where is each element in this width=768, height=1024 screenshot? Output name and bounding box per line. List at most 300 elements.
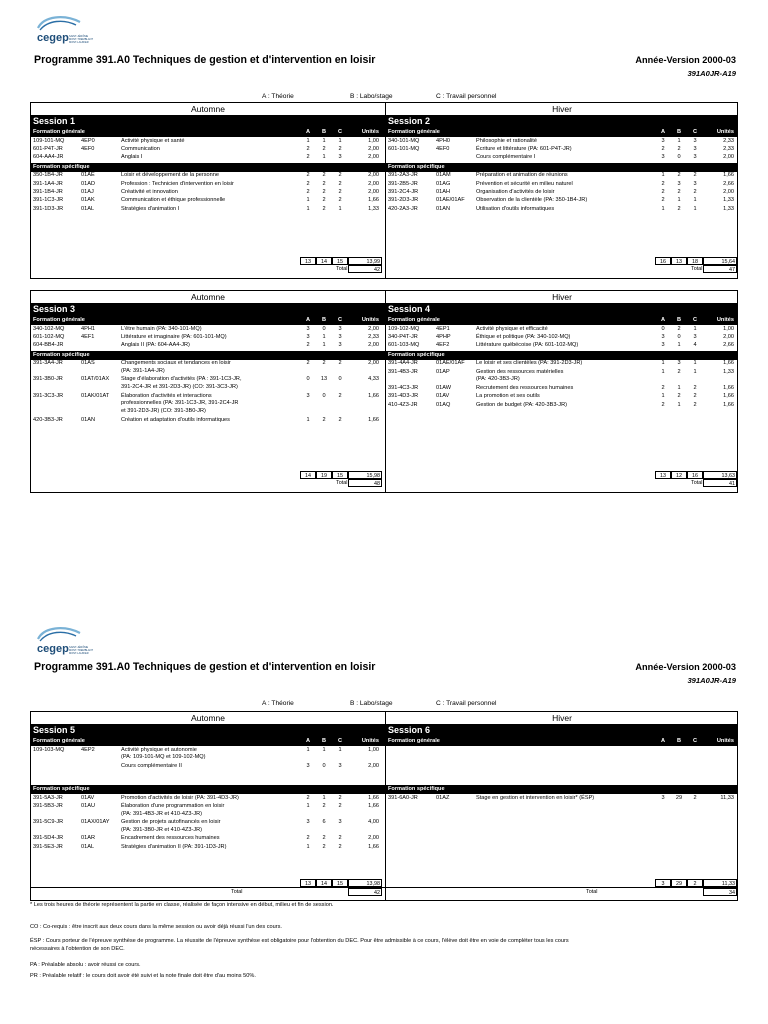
hours-b: 2 — [677, 368, 681, 375]
col-c-header: C — [337, 738, 343, 744]
hours-a: 1 — [306, 416, 310, 423]
course-title: Créativité et innovation — [121, 189, 178, 195]
table-row — [386, 342, 738, 350]
session-title: Session 6 — [386, 724, 738, 737]
competency-code: 4PH0 — [436, 137, 450, 144]
hours-a: 2 — [661, 189, 665, 195]
col-c-header: C — [692, 738, 698, 744]
course-code: 391-4C3-JR — [388, 384, 419, 391]
section-bar — [386, 163, 738, 172]
hours-a: 1 — [661, 368, 665, 375]
unites: 2,66 — [723, 180, 734, 187]
competency-code: 4PH1 — [81, 325, 95, 332]
unites: 1,00 — [368, 137, 379, 144]
course-code: 391-4D3-JR — [388, 393, 419, 400]
course-code: 391-1A4-JR — [33, 180, 63, 187]
total-unites: 13,63 — [703, 471, 737, 479]
hours-c: 2 — [693, 172, 697, 179]
svg-text:MONT-TREMBLANT: MONT-TREMBLANT — [69, 38, 94, 41]
table-row — [31, 763, 385, 771]
totals-row — [31, 257, 385, 265]
total-label: Total — [231, 889, 243, 895]
annee-version: Année-Version 2000-03 — [635, 662, 736, 672]
hours-c: 3 — [338, 762, 342, 769]
competency-code: 01AN — [81, 416, 95, 423]
competency-code: 4EF0 — [436, 145, 450, 152]
course-code: 350-1B4-JR — [33, 172, 63, 179]
course-title: Création et adaptation d'outils informatiques — [121, 416, 230, 423]
automne-header: Automne — [31, 103, 385, 116]
col-unites-header: Unités — [716, 317, 734, 323]
col-c-header: C — [692, 317, 698, 323]
course-code: 391-5E3-JR — [33, 843, 63, 850]
competency-code: 01AJ — [81, 189, 94, 195]
course-title: Littérature et imaginaire (PA: 601-101-MQ) — [121, 333, 227, 340]
svg-text:cegep: cegep — [37, 32, 69, 44]
section-label: Formation générale — [33, 738, 85, 744]
competency-code: 4EF2 — [436, 342, 450, 349]
hours-a: 0 — [306, 376, 310, 383]
hours-a: 2 — [306, 342, 310, 349]
unites: 1,66 — [368, 802, 379, 809]
hours-b: 2 — [322, 835, 326, 842]
table-row — [31, 154, 385, 162]
course-title: Éthique et politique (PA: 340-102-MQ) — [476, 333, 571, 340]
hours-b: 1 — [677, 384, 681, 391]
course-title: Gestion de projets autofinancés en loisir — [121, 819, 221, 826]
totals-row — [31, 879, 385, 887]
hours-b: 2 — [322, 416, 326, 423]
course-code: 391-2A3-JR — [388, 172, 418, 179]
competency-code: 01AL — [81, 843, 95, 850]
hours-b: 1 — [677, 197, 681, 204]
legend-a: A : Théorie — [262, 93, 294, 100]
hours-b: 13 — [320, 376, 328, 383]
hours-c: 2 — [338, 145, 342, 152]
section-bar — [31, 163, 385, 172]
grand-total-row — [386, 479, 738, 487]
hours-c: 3 — [338, 325, 342, 332]
course-title: Organisation d'activités de loisir — [476, 189, 555, 195]
cegep-logo-icon — [34, 625, 96, 659]
course-title: Littérature québécoise (PA: 601-102-MQ) — [476, 342, 579, 349]
table-row — [31, 819, 385, 835]
section-bar — [31, 737, 385, 746]
svg-text:MONT-LAURIER: MONT-LAURIER — [69, 41, 89, 44]
page-title: Programme 391.A0 Techniques de gestion et d'intervention en loisir — [34, 54, 376, 66]
grand-total-row — [31, 887, 385, 896]
competency-code: 01AD — [81, 180, 95, 187]
hours-a: 1 — [306, 746, 310, 753]
competency-code: 01AK/01AT — [81, 392, 110, 399]
course-code: 601-101-MQ — [388, 145, 420, 152]
unites: 1,66 — [368, 197, 379, 204]
hours-a: 2 — [661, 401, 665, 408]
unites: 1,33 — [723, 205, 734, 212]
competency-code: 01AU — [81, 802, 95, 809]
unites: 2,00 — [368, 145, 379, 152]
legend-c: C : Travail personnel — [436, 700, 497, 707]
competency-code: 01AG — [436, 180, 451, 187]
hours-c: 2 — [338, 180, 342, 187]
hours-b: 1 — [677, 137, 681, 144]
hours-b: 2 — [322, 180, 326, 187]
hours-c: 3 — [693, 145, 697, 152]
hours-b: 2 — [322, 843, 326, 850]
course-title: Activité physique et autonomie — [121, 746, 197, 753]
course-code: 420-3B3-JR — [33, 416, 63, 423]
table-row — [31, 326, 385, 334]
total-a: 3 — [655, 879, 671, 887]
total-unites: 11,33 — [703, 879, 737, 887]
session-title: Session 4 — [386, 303, 738, 316]
course-title: Loisir et développement de la personne — [121, 172, 219, 179]
section-bar — [386, 128, 738, 137]
hours-b: 2 — [322, 189, 326, 195]
grand-total: 42 — [348, 265, 382, 273]
hiver-header: Hiver — [385, 291, 738, 304]
course-title: Profession : Technicien d'intervention en loisir — [121, 180, 234, 187]
table-row — [31, 376, 385, 392]
col-a-header: A — [305, 317, 311, 323]
cegep-logo-icon — [34, 14, 96, 48]
unites: 2,66 — [723, 342, 734, 349]
grand-total: 41 — [703, 479, 737, 487]
footnote-star: * Les trois heures de théorie représentent la partie en classe, réalisée de façon intensive en début, milieu et fin de session. — [30, 902, 334, 908]
unites: 1,66 — [368, 794, 379, 801]
hours-a: 3 — [306, 333, 310, 340]
hours-c: 1 — [693, 368, 697, 375]
total-label: Total — [691, 480, 703, 486]
course-title: Communication — [121, 145, 160, 152]
section-label: Formation générale — [388, 738, 440, 744]
table-row — [386, 393, 738, 401]
hours-c: 2 — [338, 392, 342, 399]
total-unites: 15,98 — [348, 471, 382, 479]
hours-c: 1 — [693, 325, 697, 332]
course-title: Stage d'élaboration d'activités (PA : 391-1C3-JR, — [121, 376, 242, 383]
table-row — [31, 747, 385, 763]
table-row — [31, 360, 385, 376]
section-bar — [31, 128, 385, 137]
total-label: Total — [336, 480, 348, 486]
col-a-header: A — [660, 317, 666, 323]
course-code: 340-102-MQ — [33, 325, 65, 332]
section-label: Formation spécifique — [388, 786, 445, 792]
legend-c: C : Travail personnel — [436, 93, 497, 100]
course-title: La promotion et ses outils — [476, 393, 540, 400]
hours-b: 6 — [322, 819, 326, 826]
competency-code: 01AT/01AX — [81, 376, 110, 383]
hours-a: 2 — [306, 835, 310, 842]
unites: 2,00 — [368, 154, 379, 161]
hours-a: 2 — [306, 154, 310, 161]
course-title: Cours complémentaire II — [121, 762, 182, 769]
competency-code: 01AM — [436, 172, 451, 179]
unites: 1,66 — [723, 384, 734, 391]
course-title: Activité physique et santé — [121, 137, 185, 144]
total-unites: 13,99 — [348, 257, 382, 265]
total-unites: 15,64 — [703, 257, 737, 265]
automne-header: Automne — [31, 291, 385, 304]
footnote-pr: PR : Préalable relatif : le cours doit avoir été suivi et la note finale doit être d'au moins 50%. — [30, 973, 256, 979]
course-code: 391-3B0-JR — [33, 376, 63, 383]
course-code: 391-3A4-JR — [33, 360, 63, 367]
section-bar — [31, 316, 385, 325]
totals-row — [386, 471, 738, 479]
grand-total: 47 — [703, 265, 737, 273]
svg-text:SAINT-JÉRÔME: SAINT-JÉRÔME — [69, 35, 89, 38]
session-title: Session 5 — [31, 724, 385, 737]
hours-a: 3 — [661, 794, 665, 801]
grand-total-row — [386, 265, 738, 273]
automne-header: Automne — [31, 712, 385, 725]
col-b-header: B — [321, 317, 327, 323]
hours-b: 2 — [677, 325, 681, 332]
hours-b: 2 — [322, 360, 326, 367]
table-row — [386, 181, 738, 189]
unites: 2,00 — [368, 180, 379, 187]
course-code: 391-2B5-JR — [388, 180, 418, 187]
unites: 2,00 — [368, 762, 379, 769]
unites: 1,66 — [723, 172, 734, 179]
course-title: Écriture et littérature (PA: 601-P4T-JR) — [476, 145, 572, 152]
course-title-cont: (PA: 391-1A4-JR) — [121, 367, 165, 374]
hours-c: 0 — [338, 376, 342, 383]
hours-a: 3 — [661, 342, 665, 349]
col-a-header: A — [660, 129, 666, 135]
table-row — [386, 795, 738, 803]
svg-text:MONT-TREMBLANT: MONT-TREMBLANT — [69, 649, 94, 652]
grand-total: 34 — [703, 888, 737, 896]
competency-code: 01AP — [436, 368, 450, 375]
section-label: Formation générale — [33, 317, 85, 323]
footnote-co: CO : Co-requis : être inscrit aux deux cours dans la même session ou avoir déjà réussi l'un des cours. — [30, 924, 282, 930]
total-a: 16 — [655, 257, 671, 265]
hours-c: 2 — [693, 393, 697, 400]
total-c: 15 — [332, 471, 348, 479]
hours-b: 1 — [322, 746, 326, 753]
year-3-table — [30, 711, 738, 901]
legend-b: B : Labo/stage — [350, 93, 393, 100]
hours-c: 1 — [338, 746, 342, 753]
col-a-header: A — [305, 129, 311, 135]
course-code: 391-5A3-JR — [33, 794, 63, 801]
course-code: 391-4A4-JR — [388, 360, 418, 367]
unites: 2,00 — [368, 172, 379, 179]
course-code: 391-5C9-JR — [33, 819, 64, 826]
unites: 2,00 — [368, 360, 379, 367]
course-title: Préparation et animation de réunions — [476, 172, 568, 179]
hours-a: 3 — [661, 333, 665, 340]
course-title-cont: (PA: 391-3B0-JR et 410-4Z3-JR) — [121, 826, 203, 833]
unites: 2,00 — [368, 342, 379, 349]
unites: 1,66 — [368, 416, 379, 423]
table-row — [386, 146, 738, 154]
course-title: Élaboration d'activités et interactions — [121, 392, 212, 399]
table-row — [31, 835, 385, 843]
table-row — [31, 181, 385, 189]
course-code: 391-2C4-JR — [388, 189, 419, 195]
course-title: L'être humain (PA: 340-101-MQ) — [121, 325, 202, 332]
course-code: 391-1D3-JR — [33, 205, 64, 212]
session-title: Session 1 — [31, 115, 385, 128]
competency-code: 4EP1 — [436, 325, 450, 332]
hours-b: 1 — [322, 333, 326, 340]
unites: 1,66 — [368, 843, 379, 850]
table-row — [386, 206, 738, 214]
hours-c: 1 — [338, 137, 342, 144]
course-title: Encadrement des ressources humaines — [121, 835, 220, 842]
svg-text:SAINT-JÉRÔME: SAINT-JÉRÔME — [69, 646, 89, 649]
course-title: Gestion de budget (PA: 420-3B3-JR) — [476, 401, 567, 408]
table-row — [31, 138, 385, 146]
table-row — [31, 803, 385, 819]
totals-row — [31, 471, 385, 479]
competency-code: 01AH — [436, 189, 450, 195]
total-c: 2 — [687, 879, 703, 887]
hours-a: 1 — [306, 205, 310, 212]
hours-b: 0 — [322, 392, 326, 399]
total-a: 13 — [300, 257, 316, 265]
total-c: 15 — [332, 257, 348, 265]
table-row — [31, 342, 385, 350]
course-title: Communication et éthique professionnelle — [121, 197, 226, 204]
hours-a: 2 — [306, 145, 310, 152]
course-title: Activité physique et efficacité — [476, 325, 548, 332]
total-b: 19 — [316, 471, 332, 479]
course-title: Stage en gestion et intervention en loisir* (ÉSP) — [476, 794, 595, 801]
hours-c: 2 — [338, 843, 342, 850]
session-1 — [31, 115, 385, 278]
col-b-header: B — [676, 317, 682, 323]
course-title: Anglais I — [121, 154, 143, 161]
col-b-header: B — [321, 738, 327, 744]
grand-total: 42 — [348, 888, 382, 896]
hours-b: 2 — [322, 172, 326, 179]
hours-a: 1 — [661, 172, 665, 179]
grand-total-row — [386, 887, 738, 896]
unites: 2,00 — [723, 154, 734, 161]
course-code: 391-3C3-JR — [33, 392, 64, 399]
table-row — [386, 360, 738, 368]
course-code: 391-2D3-JR — [388, 197, 419, 204]
unites: 2,33 — [723, 145, 734, 152]
unites: 2,00 — [368, 835, 379, 842]
hours-a: 1 — [661, 393, 665, 400]
section-label: Formation spécifique — [388, 351, 445, 358]
table-row — [386, 385, 738, 393]
cegep-logo — [34, 625, 96, 659]
course-code: 109-101-MQ — [33, 137, 65, 144]
session-title: Session 2 — [386, 115, 738, 128]
competency-code: 01AL — [81, 205, 95, 212]
hours-b: 0 — [677, 154, 681, 161]
section-bar — [31, 351, 385, 360]
session-4 — [385, 303, 738, 492]
hours-c: 2 — [338, 416, 342, 423]
course-title: Prévention et sécurité en milieu naturel — [476, 180, 573, 187]
competency-code: 01AN — [436, 205, 450, 212]
hours-a: 3 — [661, 154, 665, 161]
col-unites-header: Unités — [716, 738, 734, 744]
footnote-esp-cont: nécessaires à l'obtention de son DEC. — [30, 946, 125, 952]
col-b-header: B — [676, 129, 682, 135]
hours-c: 3 — [693, 333, 697, 340]
total-label: Total — [336, 266, 348, 272]
hours-c: 4 — [693, 342, 697, 349]
hours-a: 3 — [306, 762, 310, 769]
unites: 1,33 — [368, 205, 379, 212]
course-title: Stratégies d'animation I — [121, 205, 180, 212]
table-row — [386, 334, 738, 342]
competency-code: 4EF1 — [81, 333, 95, 340]
year-1-table — [30, 102, 738, 279]
col-b-header: B — [676, 738, 682, 744]
hours-a: 2 — [661, 145, 665, 152]
hours-b: 2 — [322, 197, 326, 204]
course-code: 601-102-MQ — [33, 333, 65, 340]
hours-b: 0 — [322, 762, 326, 769]
course-title: Promotion d'activités de loisir (PA: 391-4D3-JR) — [121, 794, 239, 801]
unites: 1,66 — [723, 393, 734, 400]
hours-b: 1 — [322, 154, 326, 161]
hours-b: 1 — [322, 342, 326, 349]
course-code: 604-AA4-JR — [33, 154, 64, 161]
course-title-cont: (PA: 391-4B3-JR et 410-4Z3-JR) — [121, 810, 203, 817]
legend-a: A : Théorie — [262, 700, 294, 707]
hours-c: 3 — [338, 154, 342, 161]
competency-code: 01AV — [436, 393, 450, 400]
section-label: Formation générale — [33, 129, 85, 135]
section-bar — [386, 737, 738, 746]
table-row — [386, 189, 738, 197]
col-a-header: A — [660, 738, 666, 744]
table-row — [386, 402, 738, 410]
table-row — [386, 326, 738, 334]
hours-a: 2 — [661, 384, 665, 391]
hours-c: 1 — [693, 360, 697, 367]
col-b-header: B — [321, 129, 327, 135]
hours-b: 2 — [322, 802, 326, 809]
totals-row — [386, 879, 738, 887]
hours-c: 1 — [338, 205, 342, 212]
col-c-header: C — [337, 317, 343, 323]
hours-b: 1 — [677, 401, 681, 408]
total-b: 14 — [316, 257, 332, 265]
legend-b: B : Labo/stage — [350, 700, 393, 707]
course-title-cont: 391-2C4-JR et 391-2D3-JR) (CO: 391-3C3-JR) — [121, 384, 238, 391]
totals-row — [386, 257, 738, 265]
unites: 1,66 — [723, 360, 734, 367]
footnote-esp: ÉSP : Cours porteur de l'épreuve synthèse de programme. La réussite de l'épreuve synthèse est obligatoire pour l'obtention du DEC. Pour être admissible à ce cours, l'élève doit être en voie de compléter tous les cours — [30, 938, 569, 944]
unites: 2,00 — [368, 189, 379, 195]
col-unites-header: Unités — [361, 129, 379, 135]
hours-a: 1 — [306, 843, 310, 850]
course-title: Anglais II (PA: 604-AA4-JR) — [121, 342, 190, 349]
course-title: Gestion des ressources matérielles — [476, 368, 564, 375]
unites: 1,66 — [723, 401, 734, 408]
hours-c: 3 — [693, 154, 697, 161]
hours-c: 3 — [693, 137, 697, 144]
footnote-pa: PA : Préalable absolu : avoir réussi ce cours. — [30, 962, 141, 968]
total-c: 15 — [332, 879, 348, 887]
course-code: 604-BB4-JR — [33, 342, 64, 349]
competency-code: 01AW — [436, 384, 452, 391]
program-code: 391A0JR-A19 — [687, 69, 736, 78]
unites: 1,00 — [723, 325, 734, 332]
total-b: 12 — [671, 471, 687, 479]
